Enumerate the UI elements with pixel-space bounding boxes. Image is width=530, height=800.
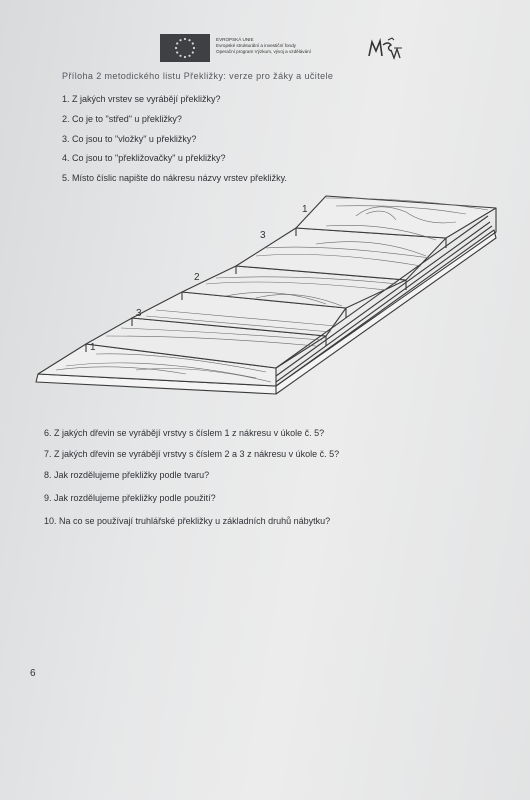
plywood-layers-drawing — [26, 186, 512, 420]
layer-label: 3 — [260, 230, 266, 241]
question-9: 9. Jak rozdělujeme překližky podle použití? — [44, 493, 216, 503]
page-title: Příloha 2 metodického listu Překližky: verze pro žáky a učitele — [62, 71, 334, 81]
eu-flag-icon — [160, 34, 210, 62]
question-1: 1. Z jakých vrstev se vyrábějí překližky? — [62, 94, 221, 104]
question-10: 10. Na co se používají truhlářské překližky u základních druhů nábytku? — [44, 516, 331, 526]
question-4: 4. Co jsou to "překližovačky" u překližky? — [62, 153, 226, 163]
question-2: 2. Co je to "střed" u překližky? — [62, 114, 182, 124]
question-5: 5. Místo číslic napište do nákresu názvy vrstev překližky. — [62, 173, 287, 183]
eu-line: Evropské strukturální a investiční fondy — [216, 43, 296, 48]
msmt-logo-icon — [366, 36, 402, 62]
layer-label: 1 — [302, 204, 308, 215]
header-logos — [160, 34, 410, 62]
question-7: 7. Z jakých dřevin se vyrábějí vrstvy s číslem 2 a 3 z nákresu v úkole č. 5? — [44, 449, 340, 459]
question-6: 6. Z jakých dřevin se vyrábějí vrstvy s číslem 1 z nákresu v úkole č. 5? — [44, 428, 325, 438]
layer-label: 3 — [136, 308, 142, 319]
layer-label: 1 — [90, 342, 96, 353]
eu-line: EVROPSKÁ UNIE — [216, 37, 254, 42]
eu-funding-text — [216, 37, 311, 55]
question-8: 8. Jak rozdělujeme překližky podle tvaru? — [44, 470, 210, 480]
layer-label: 2 — [194, 272, 200, 283]
question-3: 3. Co jsou to "vložky" u překližky? — [62, 134, 197, 144]
eu-line: Operační program Výzkum, vývoj a vzdělávání — [216, 49, 311, 54]
page-number: 6 — [30, 668, 36, 679]
